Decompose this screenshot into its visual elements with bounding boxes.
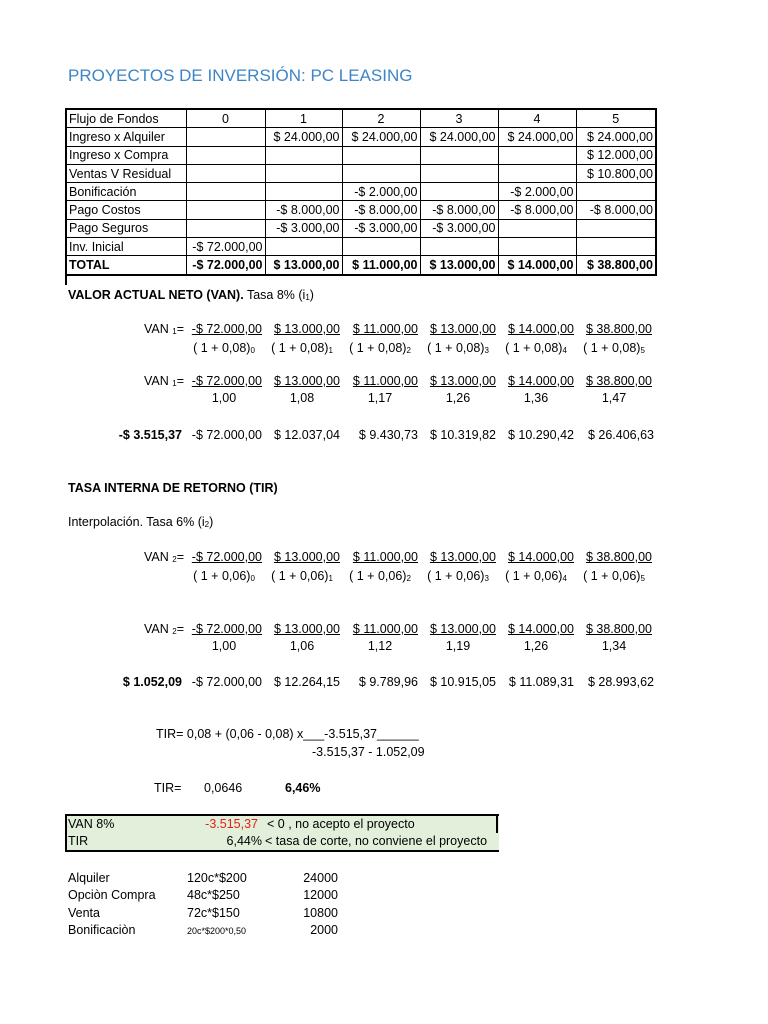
van2-numerator: $ 14.000,00 [507,622,574,636]
van1-numerator: $ 13.000,00 [273,322,340,336]
van1-factor: 1,36 [523,391,549,405]
table-cell [498,164,576,182]
table-border-stub [65,268,67,285]
table-cell: -$ 8.000,00 [498,201,576,219]
van2-label-sub: 2 [172,555,177,564]
table-cell: -$ 72.000,00 [186,238,265,256]
row-label: Ventas V Residual [66,164,186,182]
van1-exponent: 0 [250,346,255,355]
van1-exponent: 4 [562,346,567,355]
van2-numerator: -$ 72.000,00 [191,622,262,636]
table-cell [186,128,265,146]
tir-result-value: 0,0646 [204,781,243,795]
van2-numerator: $ 13.000,00 [273,550,340,564]
table-row [66,164,656,182]
van2-denominator [262,569,342,583]
van1-exponent: 3 [484,346,489,355]
tir-formula [156,727,419,741]
van2-present-value: $ 9.789,96 [358,675,418,689]
tir-formula-denominator: -3.515,37 - 1.052,09 [312,745,425,759]
van1-denominator-base: ( 1 + 0,08) [349,341,407,355]
van2-factor: 1,34 [601,639,627,653]
row-label: Bonificación [66,183,186,201]
detail-formula: 20c*$200*0,50 [187,926,247,936]
van1-label-sub: 1 [172,379,177,388]
van1-numerator: $ 11.000,00 [352,322,418,336]
van2-heading-text: Interpolación. Tasa 6% (i [68,515,205,529]
van2-label-sub: 2 [172,627,177,636]
cashflow-table [65,108,657,276]
van1-denominator-base: ( 1 + 0,08) [193,341,251,355]
van2-numerator: $ 11.000,00 [352,622,418,636]
van1-exponent: 1 [328,346,333,355]
header-cell: 3 [420,109,498,128]
summary-tir-note: < tasa de corte, no conviene el proyecto [265,834,488,848]
page-title: PROYECTOS DE INVERSIÓN: PC LEASING [68,66,413,85]
table-cell [186,201,265,219]
van2-factor: 1,12 [367,639,393,653]
van2-present-value: $ 28.993,62 [587,675,654,689]
table-cell: -$ 8.000,00 [265,201,342,219]
total-cell: -$ 72.000,00 [186,256,265,275]
van2-numerator: $ 13.000,00 [429,550,496,564]
van1-numerator: $ 14.000,00 [507,322,574,336]
van1-numerator: $ 13.000,00 [429,322,496,336]
van2-numerator: $ 14.000,00 [507,550,574,564]
table-cell [498,219,576,237]
van2-exponent: 5 [640,574,645,583]
van1-result: -$ 3.515,37 [118,428,182,442]
van2-label-main: VAN [143,550,169,564]
table-row [66,146,656,164]
van1-factor: 1,08 [289,391,315,405]
table-cell [186,146,265,164]
tir-formula-line1: TIR= 0,08 + (0,06 - 0,08) x [156,727,304,741]
van2-factor: 1,00 [211,639,237,653]
van2-numerator: -$ 72.000,00 [191,550,262,564]
summary-tir-value: 6,44% [226,834,262,848]
van1-denominator [340,341,420,355]
van1-present-value: $ 9.430,73 [358,428,418,442]
table-cell: -$ 2.000,00 [498,183,576,201]
van1-present-value: $ 26.406,63 [587,428,654,442]
van1-denominator-base: ( 1 + 0,08) [427,341,485,355]
van1-present-value: $ 10.290,42 [507,428,574,442]
van2-numerator: $ 13.000,00 [429,622,496,636]
table-cell [498,146,576,164]
table-cell [342,164,420,182]
table-cell [576,183,656,201]
summary-van-value: -3.515,37 [205,817,258,831]
van2-denominator-base: ( 1 + 0,06) [505,569,563,583]
table-cell [265,238,342,256]
van1-label-main: VAN [143,374,169,388]
row-label: Ingreso x Compra [66,146,186,164]
table-cell [342,146,420,164]
van2-denominator-base: ( 1 + 0,06) [427,569,485,583]
van2-factor: 1,06 [289,639,315,653]
van2-denominator [418,569,498,583]
summary-tir-label: TIR [68,834,89,848]
van1-denominator-base: ( 1 + 0,08) [583,341,641,355]
detail-amount: 12000 [303,888,338,902]
tir-heading: TASA INTERNA DE RETORNO (TIR) [68,481,278,495]
van2-factor: 1,26 [523,639,549,653]
table-cell: $ 24.000,00 [265,128,342,146]
van1-numerator: $ 38.800,00 [585,374,652,388]
table-cell [265,183,342,201]
van1-numerator: -$ 72.000,00 [191,374,262,388]
total-cell: $ 11.000,00 [342,256,420,275]
van2-label [100,550,184,564]
van1-heading-bold: VALOR ACTUAL NETO (VAN). [68,288,244,302]
van1-present-value: $ 12.037,04 [273,428,340,442]
table-cell: -$ 8.000,00 [342,201,420,219]
van1-denominator [262,341,342,355]
table-cell [342,238,420,256]
van2-denominator [340,569,420,583]
detail-label: Alquiler [68,871,110,885]
van1-present-value: $ 10.319,82 [429,428,496,442]
total-cell: $ 13.000,00 [420,256,498,275]
table-row [66,128,656,146]
table-cell: $ 24.000,00 [498,128,576,146]
van2-label-eq: = [176,622,184,636]
van1-numerator: -$ 72.000,00 [191,322,262,336]
total-cell: $ 13.000,00 [265,256,342,275]
detail-formula: 72c*$150 [187,906,240,920]
van1-numerator: $ 13.000,00 [273,374,340,388]
table-cell: $ 12.000,00 [576,146,656,164]
van2-exponent: 3 [484,574,489,583]
table-cell [186,219,265,237]
table-cell: -$ 3.000,00 [265,219,342,237]
total-label: TOTAL [66,256,186,275]
van1-exponent: 2 [406,346,411,355]
table-cell: -$ 3.000,00 [420,219,498,237]
table-cell: -$ 2.000,00 [342,183,420,201]
detail-amount: 24000 [303,871,338,885]
van1-heading-close: ) [309,288,314,302]
table-cell: -$ 8.000,00 [420,201,498,219]
table-cell: -$ 3.000,00 [342,219,420,237]
table-cell: $ 24.000,00 [342,128,420,146]
header-cell: 2 [342,109,420,128]
van2-label-2 [100,622,184,636]
van2-heading-sub: 2 [204,520,210,529]
van2-present-value: $ 11.089,31 [508,675,574,689]
header-cell: 4 [498,109,576,128]
van1-present-value: -$ 72.000,00 [191,428,262,442]
detail-amount: 10800 [303,906,338,920]
van1-denominator [418,341,498,355]
table-row [66,238,656,256]
table-cell [420,238,498,256]
table-cell [265,164,342,182]
tir-formula-numerator: ___-3.515,37______ [303,727,419,741]
header-cell: Flujo de Fondos [66,109,186,128]
row-label: Pago Seguros [66,219,186,237]
van1-label [100,322,184,336]
van1-label-sub: 1 [172,327,177,336]
row-label: Pago Costos [66,201,186,219]
van1-factor: 1,17 [367,391,393,405]
van2-exponent: 0 [250,574,255,583]
table-cell [186,164,265,182]
van1-denominator-base: ( 1 + 0,08) [505,341,563,355]
table-cell [498,238,576,256]
van2-numerator: $ 38.800,00 [585,550,652,564]
van1-numerator: $ 14.000,00 [507,374,574,388]
table-cell: -$ 8.000,00 [576,201,656,219]
row-label: Inv. Inicial [66,238,186,256]
table-cell [186,183,265,201]
table-cell [265,146,342,164]
detail-label: Bonificaciòn [68,923,136,937]
van1-factor: 1,26 [445,391,471,405]
header-cell: 0 [186,109,265,128]
van1-factor: 1,00 [211,391,237,405]
detail-formula: 120c*$200 [187,871,247,885]
van1-denominator [184,341,264,355]
van1-factor: 1,47 [601,391,627,405]
table-cell [420,146,498,164]
tir-result-percent: 6,46% [285,781,321,795]
table-row [66,219,656,237]
van2-numerator: $ 38.800,00 [585,622,652,636]
detail-formula: 48c*$250 [187,888,240,902]
van2-numerator: $ 13.000,00 [273,622,340,636]
van1-heading [68,288,314,302]
van2-denominator-base: ( 1 + 0,06) [271,569,329,583]
van2-heading-close: ) [209,515,214,529]
van2-exponent: 2 [406,574,411,583]
table-cell: $ 24.000,00 [576,128,656,146]
van1-label-2 [100,374,184,388]
van2-label-main: VAN [143,622,169,636]
van2-exponent: 1 [328,574,333,583]
van2-present-value: $ 12.264,15 [273,675,340,689]
van2-denominator [496,569,576,583]
table-cell [420,183,498,201]
summary-van-note: < 0 , no acepto el proyecto [267,817,415,831]
table-row [66,201,656,219]
table-header-row [66,109,656,128]
van1-denominator [574,341,654,355]
van1-label-eq: = [176,322,184,336]
van2-denominator [574,569,654,583]
table-row [66,183,656,201]
total-cell: $ 14.000,00 [498,256,576,275]
van2-denominator-base: ( 1 + 0,06) [349,569,407,583]
total-cell: $ 38.800,00 [576,256,656,275]
tir-result-label: TIR= [154,781,182,795]
total-row [66,256,656,275]
van2-numerator: $ 11.000,00 [352,550,418,564]
table-cell [420,164,498,182]
row-label: Ingreso x Alquiler [66,128,186,146]
van1-denominator [496,341,576,355]
van2-result: $ 1.052,09 [122,675,182,689]
header-cell: 1 [265,109,342,128]
van2-present-value: $ 10.915,05 [429,675,496,689]
table-cell [576,238,656,256]
van2-denominator-base: ( 1 + 0,06) [583,569,641,583]
header-cell: 5 [576,109,656,128]
van2-denominator [184,569,264,583]
summary-van-label: VAN 8% [68,817,115,831]
van2-denominator-base: ( 1 + 0,06) [193,569,251,583]
van2-heading [68,515,213,529]
detail-amount: 2000 [310,923,338,937]
table-cell [576,219,656,237]
van1-label-main: VAN [143,322,169,336]
summary-box-border [496,814,498,833]
van2-present-value: -$ 72.000,00 [191,675,262,689]
van2-exponent: 4 [562,574,567,583]
van2-label-eq: = [176,550,184,564]
van1-exponent: 5 [640,346,645,355]
van1-heading-rest: Tasa 8% (i [243,288,306,302]
van1-numerator: $ 11.000,00 [352,374,418,388]
van1-numerator: $ 13.000,00 [429,374,496,388]
van2-factor: 1,19 [445,639,471,653]
table-cell: $ 10.800,00 [576,164,656,182]
van1-heading-sub: 1 [305,293,310,302]
van1-denominator-base: ( 1 + 0,08) [271,341,329,355]
van1-label-eq: = [176,374,184,388]
table-cell: $ 24.000,00 [420,128,498,146]
van1-numerator: $ 38.800,00 [585,322,652,336]
detail-label: Opciòn Compra [68,888,156,902]
detail-label: Venta [68,906,100,920]
